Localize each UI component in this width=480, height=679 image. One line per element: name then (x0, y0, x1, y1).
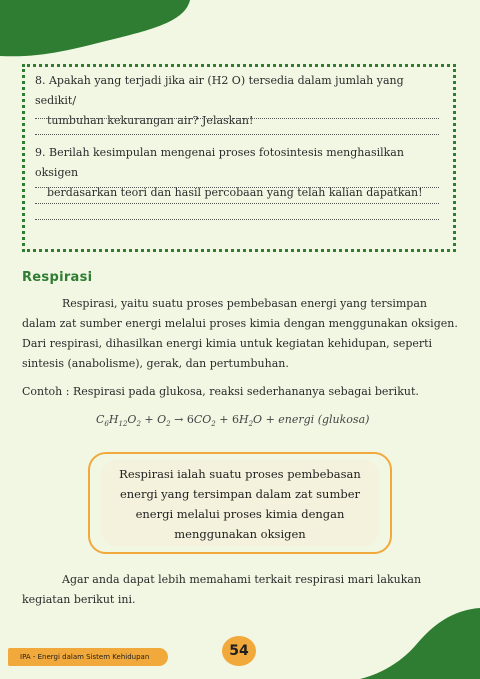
section-title: Respirasi (22, 270, 93, 285)
question-8 (35, 71, 441, 131)
answer-line[interactable] (35, 118, 439, 119)
question-8-line2: tumbuhan kekurangan air? Jelaskan! (47, 114, 254, 127)
closing-text: Agar anda dapat lebih memahami terkait respirasi mari lakukan kegiatan berikut ini. (22, 573, 422, 606)
closing-paragraph (22, 570, 458, 610)
respirasi-paragraph (22, 294, 458, 374)
question-9 (35, 143, 441, 203)
question-box (22, 64, 456, 252)
bottom-right-decoration (360, 608, 480, 679)
answer-line[interactable] (35, 203, 439, 204)
answer-line[interactable] (35, 134, 439, 135)
question-9-line1: 9. Berilah kesimpulan mengenai proses fotosintesis menghasilkan oksigen (35, 146, 404, 179)
answer-line[interactable] (35, 219, 439, 220)
question-8-line1: 8. Apakah yang terjadi jika air (H2 O) tersedia dalam jumlah yang sedikit/ (35, 74, 404, 107)
question-9-line2: berdasarkan teori dan hasil percobaan yang telah kalian dapatkan! (47, 186, 423, 199)
definition-text: Respirasi ialah suatu proses pembebasan energi yang tersimpan dalam zat sumber energi melalui proses kimia dengan menggunakan oksigen (119, 467, 361, 541)
answer-line[interactable] (35, 187, 439, 188)
footer-subject-label: IPA - Energi dalam Sistem Kehidupan (8, 648, 168, 666)
top-left-decoration (0, 0, 200, 62)
reaction-equation: $C_6H_{12}O_2 + O_2 \to 6CO_2 + 6H_2O$ + energi (glukosa) (96, 413, 370, 429)
example-text: Contoh : Respirasi pada glukosa, reaksi sederhananya sebagai berikut. (22, 385, 419, 398)
page-number: 54 (222, 636, 256, 666)
definition-callout (88, 452, 392, 554)
respirasi-paragraph-text: Respirasi, yaitu suatu proses pembebasan energi yang tersimpan dalam zat sumber energi melalui proses kimia dengan menggunakan oksigen. Dari respirasi, dihasilkan energi kimia untuk kegiatan kehidupan, seperti sintesis (anabolisme), gerak, dan pertumbuhan. (22, 297, 458, 370)
